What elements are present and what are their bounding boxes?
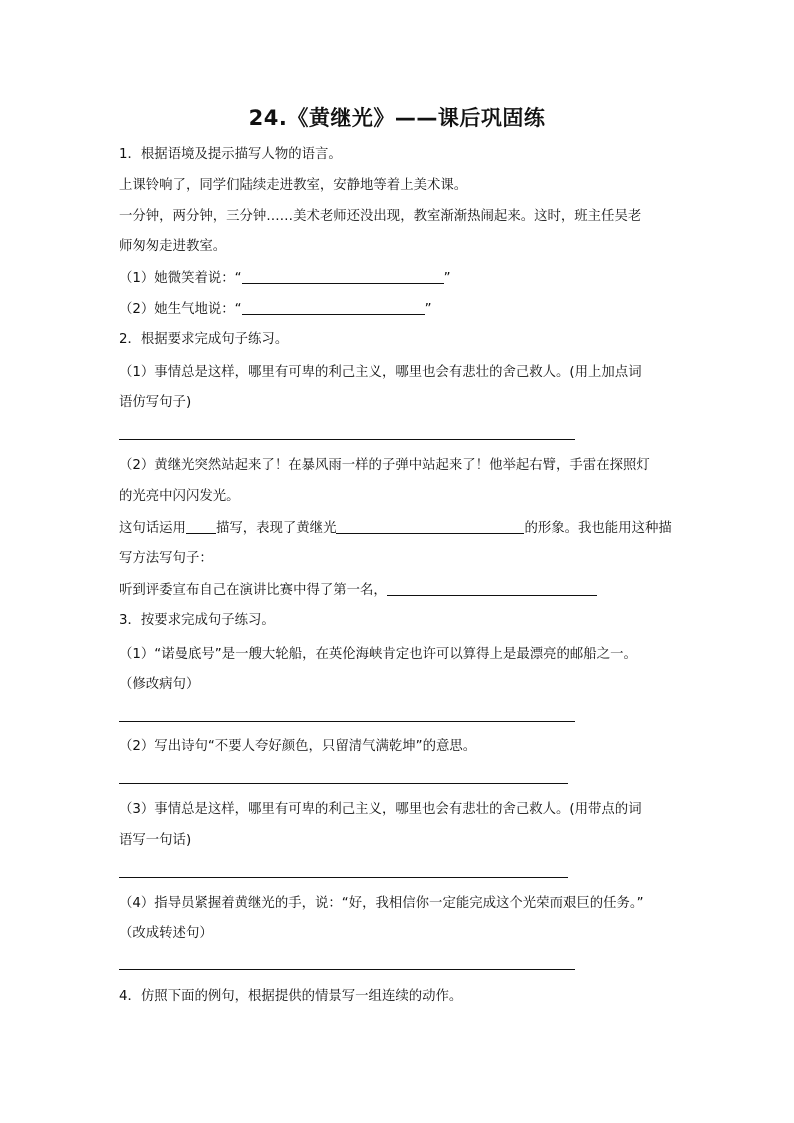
q1-sub1-suffix: ” — [443, 271, 451, 286]
q3-prompt: 3．按要求完成句子练习。 — [119, 613, 275, 628]
q3-sub3-line-2: 语写一句话) — [119, 833, 192, 848]
q1-sub1-answer-blank[interactable] — [242, 269, 444, 284]
q1-sub2-answer-blank[interactable] — [242, 300, 425, 315]
q2-sub2-line-1: （2）黄继光突然站起来了！在暴风雨一样的子弹中站起来了！他举起右臂，手雷在探照灯 — [119, 458, 650, 473]
q1-context-line-3: 师匆匆走进教室。 — [119, 239, 227, 254]
q3-sub2-line-1: （2）写出诗句“不要人夸好颜色，只留清气满乾坤”的意思。 — [119, 739, 477, 754]
q1-sub1 — [119, 269, 451, 288]
q1-sub2 — [119, 300, 432, 319]
q3-sub1-line-2: （修改病句） — [119, 677, 200, 692]
q1-sub2-suffix: ” — [424, 302, 432, 317]
q1-context-line-1: 上课铃响了，同学们陆续走进教室，安静地等着上美术课。 — [119, 178, 468, 193]
q2-sub2-line-3 — [119, 519, 672, 538]
q3-sub4-answer-line[interactable] — [119, 969, 575, 970]
q3-sub1-line-1: （1）“诺曼底号”是一艘大轮船，在英伦海峡肯定也许可以算得上是最漂亮的邮船之一。 — [119, 647, 637, 662]
q3-sub3-line-1: （3）事情总是这样，哪里有可卑的利己主义，哪里也会有悲壮的舍己救人。(用带点的词 — [119, 802, 642, 817]
q2-sub2-line-5 — [119, 581, 597, 600]
q1-sub2-prefix: （2）她生气地说：“ — [119, 302, 242, 317]
q3-sub4-line-2: （改成转述句） — [119, 926, 213, 941]
q2-sub2-image-blank[interactable] — [336, 519, 524, 534]
q1-sub1-prefix: （1）她微笑着说：“ — [119, 271, 242, 286]
q2-sub1-line-1: （1）事情总是这样，哪里有可卑的利己主义，哪里也会有悲壮的舍己救人。(用上加点词 — [119, 365, 642, 380]
q3-sub2-answer-line[interactable] — [119, 783, 568, 784]
q1-context-line-2: 一分钟，两分钟，三分钟……美术老师还没出现，教室渐渐热闹起来。这时，班主任吴老 — [119, 209, 642, 224]
q1-prompt: 1．根据语境及提示描写人物的语言。 — [119, 147, 342, 162]
q2-sub2-line-5-text: 听到评委宣布自己在演讲比赛中得了第一名， — [119, 583, 387, 598]
q4-prompt: 4．仿照下面的例句，根据提供的情景写一组连续的动作。 — [119, 989, 463, 1004]
q2-sub2-line-3-part-b: 描写，表现了黄继光 — [215, 521, 337, 536]
q2-sub2-method-blank[interactable] — [186, 519, 216, 534]
q3-sub1-answer-line[interactable] — [119, 721, 575, 722]
q2-sub2-line-3-part-c: 的形象。我也能用这种描 — [524, 521, 672, 536]
q2-sub1-answer-line[interactable] — [119, 439, 575, 440]
q2-sub1-line-2: 语仿写句子) — [119, 395, 192, 410]
q2-sub2-write-blank[interactable] — [387, 581, 597, 596]
q2-sub2-line-2: 的光亮中闪闪发光。 — [119, 489, 240, 504]
q3-sub3-answer-line[interactable] — [119, 877, 568, 878]
page-title: 24.《黄继光》——课后巩固练 — [248, 106, 546, 130]
q3-sub4-line-1: （4）指导员紧握着黄继光的手，说：“好，我相信你一定能完成这个光荣而艰巨的任务。” — [119, 896, 644, 911]
q2-prompt: 2．根据要求完成句子练习。 — [119, 332, 289, 347]
q2-sub2-line-4: 写方法写句子： — [119, 551, 213, 566]
q2-sub2-line-3-part-a: 这句话运用 — [119, 521, 186, 536]
